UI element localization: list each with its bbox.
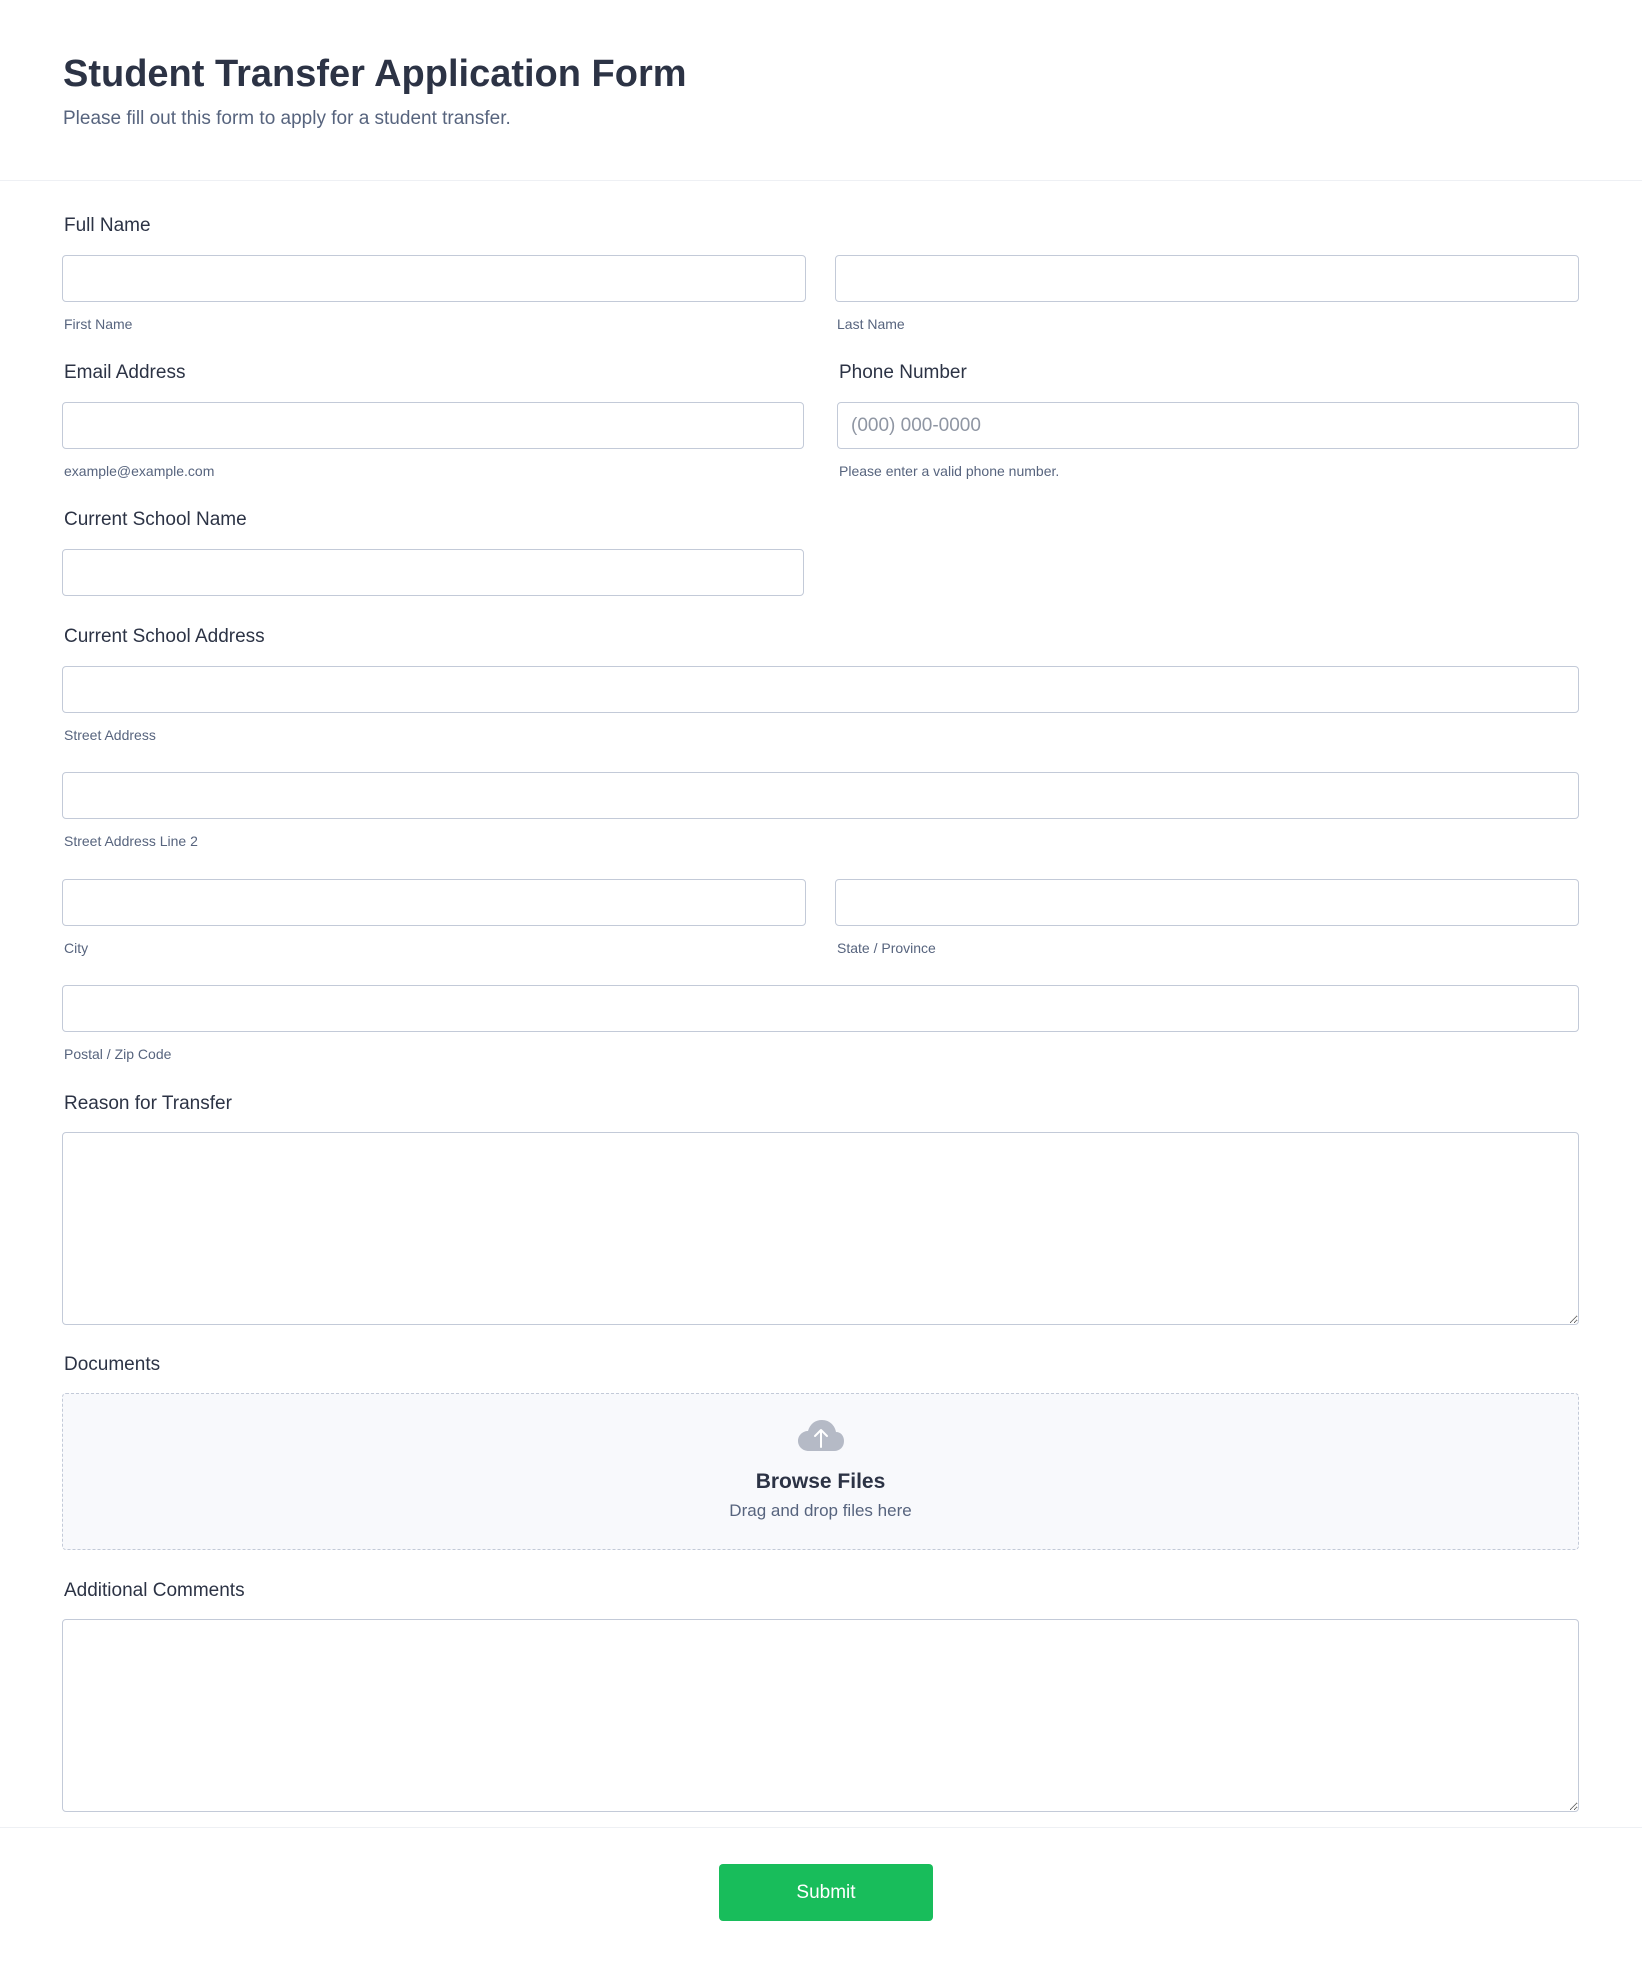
email-sublabel: example@example.com <box>64 463 215 479</box>
cloud-upload-icon <box>63 1419 1578 1453</box>
last-name-sublabel: Last Name <box>837 316 905 332</box>
file-upload-dropzone[interactable] <box>62 1393 1579 1550</box>
form-header <box>0 0 1642 181</box>
full-name-label: Full Name <box>64 215 151 236</box>
comments-textarea-wrap <box>62 1619 1579 1812</box>
drag-drop-text: Drag and drop files here <box>729 1501 912 1520</box>
city-input[interactable] <box>62 879 806 926</box>
school-address-label: Current School Address <box>64 626 265 647</box>
reason-textarea[interactable] <box>62 1132 1579 1325</box>
submit-button[interactable]: Submit <box>719 1864 933 1921</box>
browse-files-link[interactable]: Browse Files <box>755 1470 886 1493</box>
footer-divider <box>0 1827 1642 1828</box>
street-address-input[interactable] <box>62 666 1579 713</box>
state-input[interactable] <box>835 879 1579 926</box>
documents-label: Documents <box>64 1354 161 1375</box>
reason-textarea-wrap <box>62 1132 1579 1325</box>
phone-sublabel: Please enter a valid phone number. <box>839 463 1060 479</box>
city-sublabel: City <box>64 940 89 956</box>
street-address-line2-input[interactable] <box>62 772 1579 819</box>
street-address-line2-sublabel: Street Address Line 2 <box>64 833 198 849</box>
reason-label: Reason for Transfer <box>64 1093 232 1114</box>
last-name-input[interactable] <box>835 255 1579 302</box>
school-name-input[interactable] <box>62 549 804 596</box>
state-sublabel: State / Province <box>837 940 936 956</box>
school-name-label: Current School Name <box>64 509 247 530</box>
email-input[interactable] <box>62 402 804 449</box>
zip-input[interactable] <box>62 985 1579 1032</box>
phone-label: Phone Number <box>839 362 967 383</box>
comments-label: Additional Comments <box>64 1580 245 1601</box>
first-name-input[interactable] <box>62 255 806 302</box>
street-address-sublabel: Street Address <box>64 727 156 743</box>
email-label: Email Address <box>64 362 186 383</box>
form-title: Student Transfer Application Form <box>63 53 687 95</box>
form-subtitle: Please fill out this form to apply for a student transfer. <box>63 108 511 129</box>
comments-textarea[interactable] <box>62 1619 1579 1812</box>
first-name-sublabel: First Name <box>64 316 133 332</box>
zip-sublabel: Postal / Zip Code <box>64 1046 172 1062</box>
phone-input[interactable] <box>837 402 1579 449</box>
